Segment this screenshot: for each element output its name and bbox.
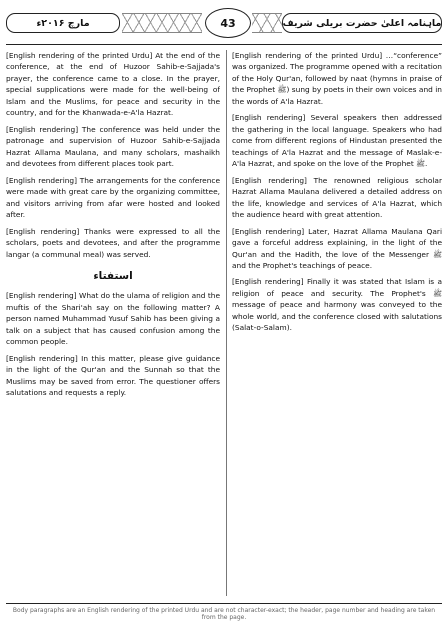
left-paragraph-1: [English rendering of the printed Urdu] At the end of the conference, at the end of Huzoor Sahib-e-Sajjada's prayer, the conference came to a close. In the prayer, special supplications were made for the well-being of Islam and the Muslims, for peace and security in the country, and for the Khanwada-e-A'la Hazrat. xyxy=(6,51,220,118)
istifta-heading: استفتاء xyxy=(93,269,133,282)
footer-rule xyxy=(6,603,442,604)
right-paragraph-1: [English rendering of the printed Urdu] …“conference” was organized. The programme opened with a recitation of the Holy Qur'an, followed by naat (hymns in praise of the Prophet ﷺ) sung by poets in their own voices and in the words of A'la Hazrat. xyxy=(232,51,442,106)
header-pattern-left xyxy=(122,13,202,33)
left-paragraph-3: [English rendering] The arrangements for the conference were made with great care by the organizing committee, and visitors arriving from afar were hosted and looked after. xyxy=(6,175,220,220)
header-rule xyxy=(6,44,442,45)
istifta-paragraph-2: [English rendering] In this matter, please give guidance in the light of the Qur'an and the Sunnah so that the Muslims may be saved from error. The questioner offers salutations and requests a reply. xyxy=(6,353,220,397)
istifta-paragraph-1: [English rendering] What do the ulama of religion and the muftis of the Shari'ah say on the following matter? A person named Muhammad Yusuf Sahib has been giving a talk on a subject that has caused confusion among the common people. xyxy=(6,291,220,347)
page-header xyxy=(6,6,442,40)
right-paragraph-5: [English rendering] Finally it was stated that Islam is a religion of peace and security. The Prophet's ﷺ message of peace and harmony was conveyed to the whole world, and the conference closed with salutations (Salat-o-Salam). xyxy=(232,277,442,333)
right-paragraph-2: [English rendering] Several speakers then addressed the gathering in the local language. Speakers who had come from different regions of Hindustan presented the teachings of A'la Hazrat and the message of Maslak-e-A'la Hazrat, and spoke on the love of the Prophet ﷺ. xyxy=(232,113,442,169)
left-paragraph-4: [English rendering] Thanks were expressed to all the scholars, poets and devotees, and after the programme langar (a communal meal) was served. xyxy=(6,226,220,259)
left-paragraph-2: [English rendering] The conference was held under the patronage and supervision of Huzoor Sahib-e-Sajjada Hazrat Allama Maulana, and many scholars, mashaikh and devotees from different places took part. xyxy=(6,124,220,169)
transcription-note: Body paragraphs are an English rendering of the printed Urdu and are not character-exact; the header, page number and heading are taken from the page. xyxy=(12,607,436,621)
right-paragraph-4: [English rendering] Later, Hazrat Allama Maulana Qari gave a forceful address explaining, in the light of the Qur'an and the Hadith, the love of the Messenger ﷺ and the Prophet's teachings of peace. xyxy=(232,226,442,270)
column-divider xyxy=(226,50,227,596)
right-column xyxy=(232,50,442,596)
left-column xyxy=(6,50,220,596)
header-pattern-right xyxy=(252,13,282,33)
right-paragraph-3: [English rendering] The renowned religious scholar Hazrat Allama Maulana delivered a detailed address on the life, knowledge and services of A'la Hazrat, which the audience heard with great attention. xyxy=(232,175,442,220)
issue-date: مارچ ۲۰۱۶ء xyxy=(6,13,120,33)
page-number: 43 xyxy=(205,8,251,38)
magazine-title: ماہنامہ اعلیٰ حضرت بریلی شریف xyxy=(282,13,442,33)
